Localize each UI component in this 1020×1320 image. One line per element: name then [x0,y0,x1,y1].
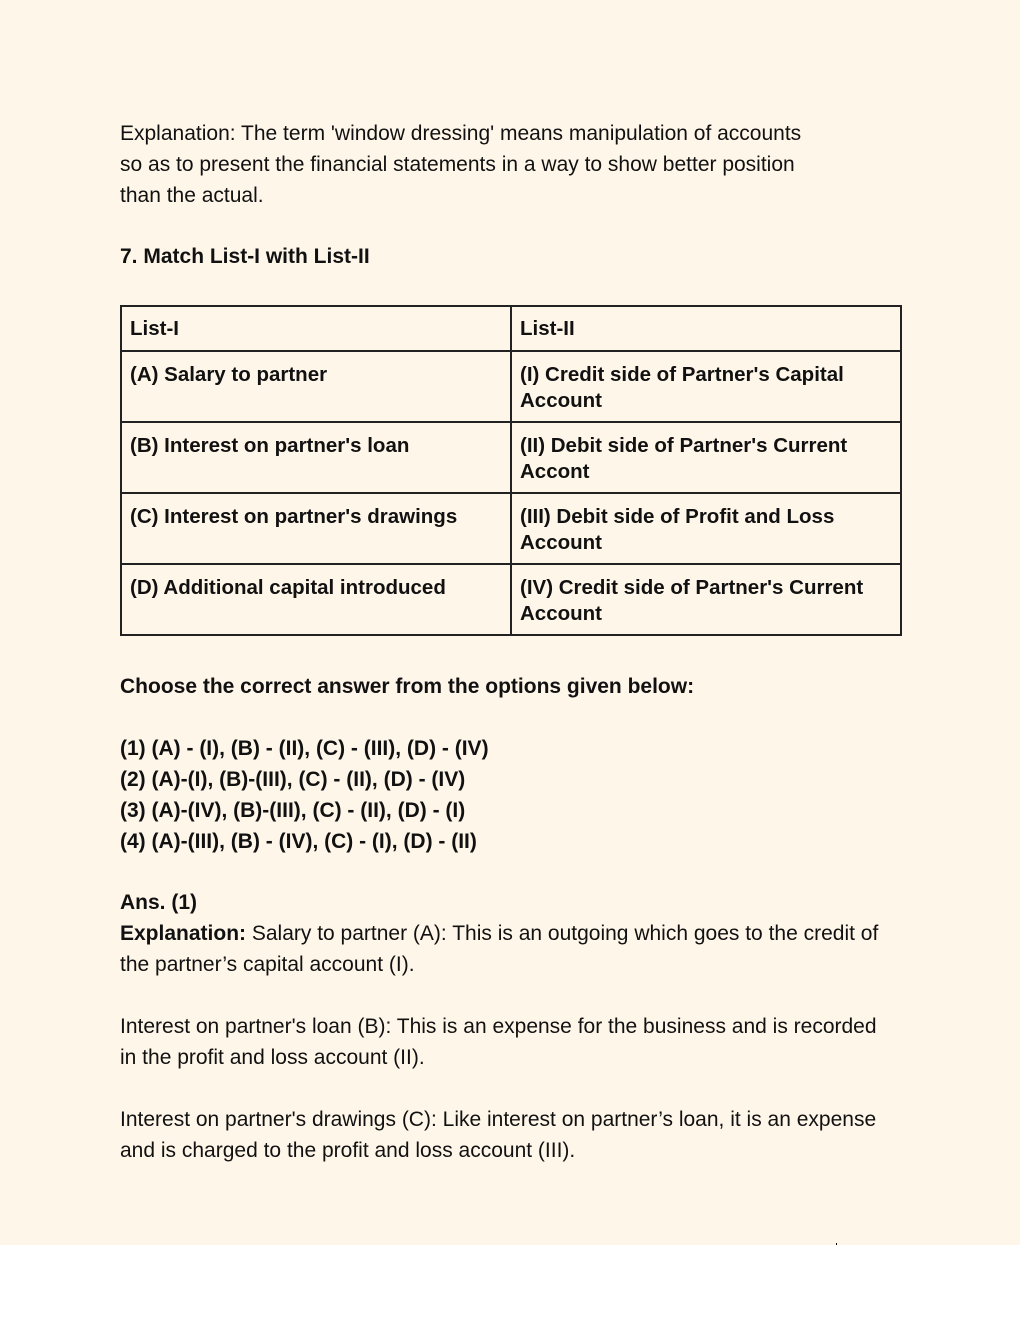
text: Salary to partner (A): This is an outgoing which goes to the credit of the partner’s capital account (I). [120,922,879,976]
header-list-2: List-II [511,306,901,351]
instruction: Choose the correct answer from the options given below: [120,675,695,698]
question-heading: 7. Match List-I with List-II [120,245,370,268]
table-header-row [121,306,901,351]
table-row [121,422,901,493]
cell: (B) Interest on partner's loan [121,422,511,493]
cell: (C) Interest on partner's drawings [121,493,511,564]
match-table [120,305,902,636]
cell: (I) Credit side of Partner's Capital Account [511,351,901,422]
table-row [121,564,901,635]
cell: (IV) Credit side of Partner's Current Account [511,564,901,635]
options-list [120,733,910,857]
explanation-label: Explanation: [120,922,247,945]
explanation-para: Interest on partner's loan (B): This is an expense for the business and is recorded in the profit and loss account (II). [120,1015,877,1069]
cell: (II) Debit side of Partner's Current Accont [511,422,901,493]
answer-section [120,887,910,1166]
cell: (III) Debit side of Profit and Loss Account [511,493,901,564]
header-list-1: List-I [121,306,511,351]
option: (2) (A)-(I), (B)-(III), (C) - (II), (D) - (IV) [120,768,466,791]
page-mark [836,1243,837,1245]
option: (4) (A)-(III), (B) - (IV), (C) - (I), (D) - (II) [120,830,477,853]
option: (3) (A)-(IV), (B)-(III), (C) - (II), (D) - (I) [120,799,466,822]
text-line: so as to present the financial statements in a way to show better position [120,153,795,176]
answer: Ans. (1) [120,891,198,914]
intro-explanation [120,118,910,211]
table-row [121,493,901,564]
table-row [121,351,901,422]
cell: (D) Additional capital introduced [121,564,511,635]
option: (1) (A) - (I), (B) - (II), (C) - (III), (D) - (IV) [120,737,489,760]
text-line: Explanation: The term 'window dressing' means manipulation of accounts [120,122,802,145]
explanation-para: Interest on partner's drawings (C): Like interest on partner’s loan, it is an expense and is charged to the profit and loss account (III). [120,1108,877,1162]
explanation-para [120,918,910,980]
cell: (A) Salary to partner [121,351,511,422]
text-line: than the actual. [120,184,264,207]
